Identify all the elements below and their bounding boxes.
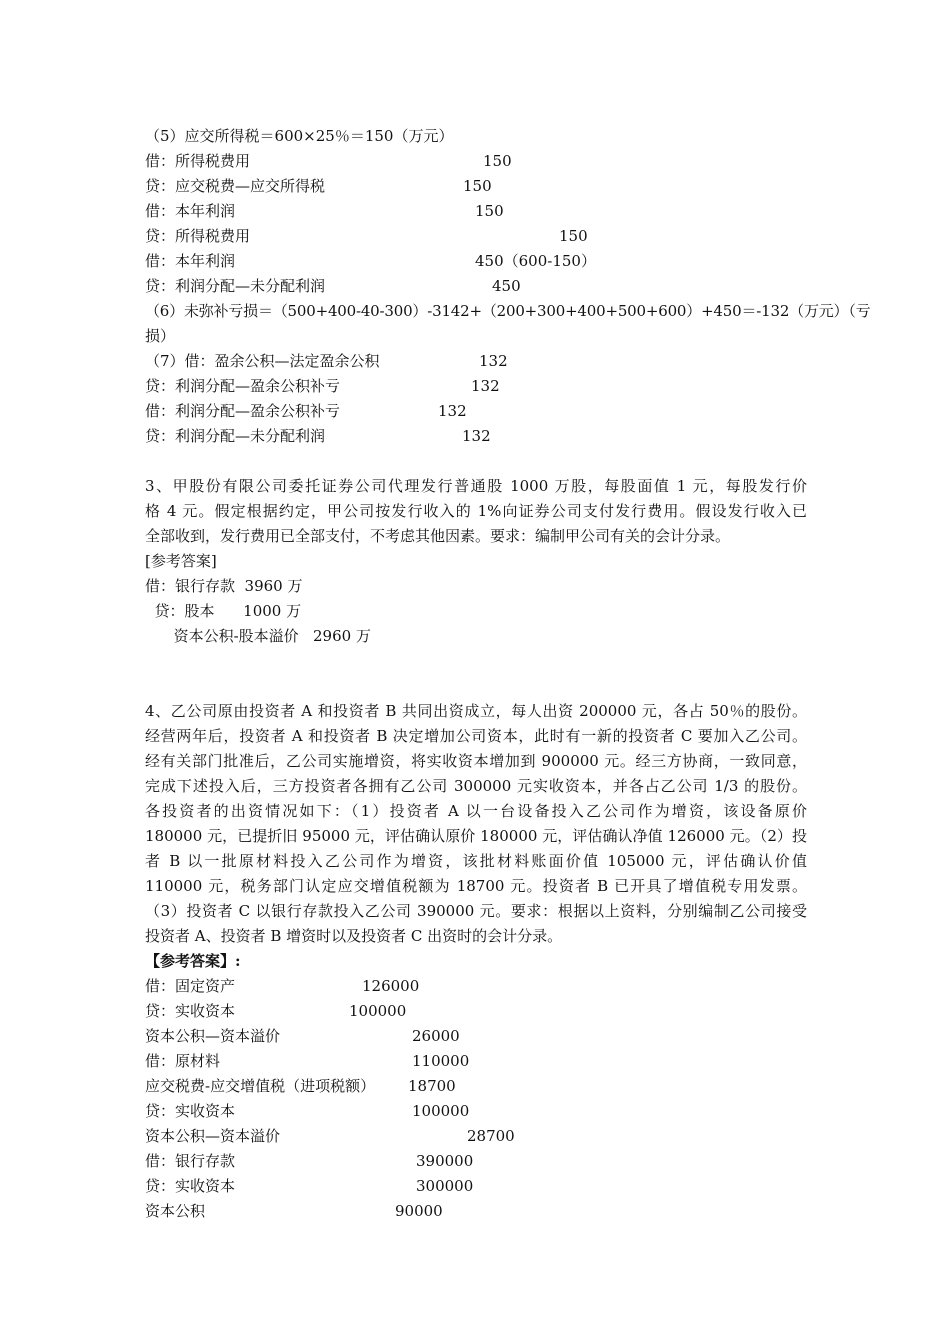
journal-entry xyxy=(145,199,504,224)
entry-label: 贷：应交税费—应交所得税 xyxy=(145,177,326,195)
question-4-text: 者 B 以一批原材料投入乙公司作为增资，该批材料账面价值 105000 元，评估确认价值 xyxy=(145,852,807,870)
journal-entry xyxy=(145,1199,443,1224)
journal-entry xyxy=(145,149,512,174)
answer-heading: [参考答案] xyxy=(145,552,217,570)
journal-entry xyxy=(145,1074,456,1099)
question-3-text: 3、甲股份有限公司委托证券公司代理发行普通股 1000 万股，每股面值 1 元，每股发行价 xyxy=(145,477,807,495)
question-4-text: 4、乙公司原由投资者 A 和投资者 B 共同出资成立，每人出资 200000 元，各占 50％的股份。 xyxy=(145,702,807,720)
entry-amount: 90000 xyxy=(395,1202,443,1220)
journal-entry xyxy=(145,374,500,399)
entry-amount: 450 xyxy=(492,277,521,295)
entry-amount: 28700 xyxy=(467,1127,515,1145)
entry-label: 借：银行存款 xyxy=(145,1152,236,1170)
journal-entry xyxy=(145,424,491,449)
entry-label: 借：本年利润 xyxy=(145,252,236,270)
journal-entry xyxy=(145,224,588,249)
entry-label: 借：所得税费用 xyxy=(145,152,251,170)
entry-amount: 132 xyxy=(462,427,491,445)
journal-entry xyxy=(145,174,492,199)
question-4-text: 110000 元，税务部门认定应交增值税额为 18700 元。投资者 B 已开具了增值税专用发票。 xyxy=(145,877,807,895)
journal-entry: 借：银行存款 3960 万 xyxy=(145,577,303,595)
entry-amount: 450（600-150） xyxy=(475,252,596,270)
entry-label: 贷：实收资本 xyxy=(145,1177,236,1195)
journal-entry xyxy=(145,1124,515,1149)
entry-amount: 132 xyxy=(438,402,467,420)
journal-entry: 资本公积-股本溢价 2960 万 xyxy=(145,627,371,645)
entry-label: 应交税费-应交增值税（进项税额） xyxy=(145,1077,376,1095)
entry-amount: 100000 xyxy=(412,1102,470,1120)
entry-label: 资本公积—资本溢价 xyxy=(145,1027,281,1045)
entry-amount: 126000 xyxy=(362,977,420,995)
entry-label: （7）借：盈余公积—法定盈余公积 xyxy=(145,352,380,370)
journal-entry xyxy=(145,1099,470,1124)
question-4-text: （3）投资者 C 以银行存款投入乙公司 390000 元。要求：根据以上资料，分别编制乙公司接受 xyxy=(145,902,807,920)
entry-label: 贷：实收资本 xyxy=(145,1002,236,1020)
income-tax-calc-line: （5）应交所得税＝600×25％＝150（万元） xyxy=(145,127,454,145)
question-4-text: 180000 元，已提折旧 95000 元，评估确认原价 180000 元，评估确认净值 126000 元。（2）投 xyxy=(145,827,807,845)
entry-amount: 100000 xyxy=(349,1002,407,1020)
journal-entry xyxy=(145,1149,474,1174)
entry-label: 借：本年利润 xyxy=(145,202,236,220)
entry-label: 借：原材料 xyxy=(145,1052,221,1070)
journal-entry xyxy=(145,974,420,999)
entry-label: 贷：利润分配—未分配利润 xyxy=(145,277,326,295)
question-4-text: 各投资者的出资情况如下：（1）投资者 A 以一台设备投入乙公司作为增资，该设备原价 xyxy=(145,802,807,820)
journal-entry xyxy=(145,1174,474,1199)
question-3-text: 格 4 元。假定根据约定，甲公司按发行收入的 1%向证券公司支付发行费用。假设发行收入已 xyxy=(145,502,807,520)
question-4-text: 投资者 A、投资者 B 增资时以及投资者 C 出资时的会计分录。 xyxy=(145,927,563,945)
question-4-text: 完成下述投入后，三方投资者各拥有乙公司 300000 元实收资本，并各占乙公司 1/3 的股份。 xyxy=(145,777,807,795)
uncovered-loss-line-cont: 损） xyxy=(145,327,176,345)
question-3-text: 全部收到，发行费用已全部支付，不考虑其他因素。要求：编制甲公司有关的会计分录。 xyxy=(145,527,731,545)
entry-label: 贷：利润分配—未分配利润 xyxy=(145,427,326,445)
journal-entry xyxy=(145,1024,460,1049)
entry-label: 资本公积—资本溢价 xyxy=(145,1127,281,1145)
journal-entry xyxy=(145,249,596,274)
entry-label: 贷：所得税费用 xyxy=(145,227,251,245)
entry-label: 借：利润分配—盈余公积补亏 xyxy=(145,402,341,420)
entry-label: 贷：利润分配—盈余公积补亏 xyxy=(145,377,341,395)
question-4-text: 经营两年后，投资者 A 和投资者 B 决定增加公司资本，此时有一新的投资者 C 要加入乙公司。 xyxy=(145,727,807,745)
entry-amount: 150 xyxy=(559,227,588,245)
entry-amount: 26000 xyxy=(412,1027,460,1045)
uncovered-loss-line: （6）未弥补亏损＝（500+400-40-300）-3142+（200+300+400+500+600）+450＝-132（万元）（亏 xyxy=(145,302,871,320)
answer-heading: 【参考答案】: xyxy=(145,952,241,970)
entry-amount: 132 xyxy=(479,352,508,370)
entry-amount: 390000 xyxy=(416,1152,474,1170)
entry-label: 贷：实收资本 xyxy=(145,1102,236,1120)
entry-label: 借：固定资产 xyxy=(145,977,236,995)
journal-entry xyxy=(145,274,521,299)
journal-entry xyxy=(145,349,508,374)
entry-amount: 150 xyxy=(475,202,504,220)
entry-amount: 150 xyxy=(483,152,512,170)
journal-entry xyxy=(145,399,467,424)
entry-amount: 110000 xyxy=(412,1052,470,1070)
journal-entry: 贷：股本 1000 万 xyxy=(145,602,302,620)
question-4-text: 经有关部门批准后，乙公司实施增资，将实收资本增加到 900000 元。经三方协商，一致同意， xyxy=(145,752,807,770)
entry-amount: 150 xyxy=(463,177,492,195)
journal-entry xyxy=(145,999,407,1024)
entry-amount: 132 xyxy=(471,377,500,395)
entry-label: 资本公积 xyxy=(145,1202,206,1220)
entry-amount: 300000 xyxy=(416,1177,474,1195)
journal-entry xyxy=(145,1049,470,1074)
entry-amount: 18700 xyxy=(408,1077,456,1095)
